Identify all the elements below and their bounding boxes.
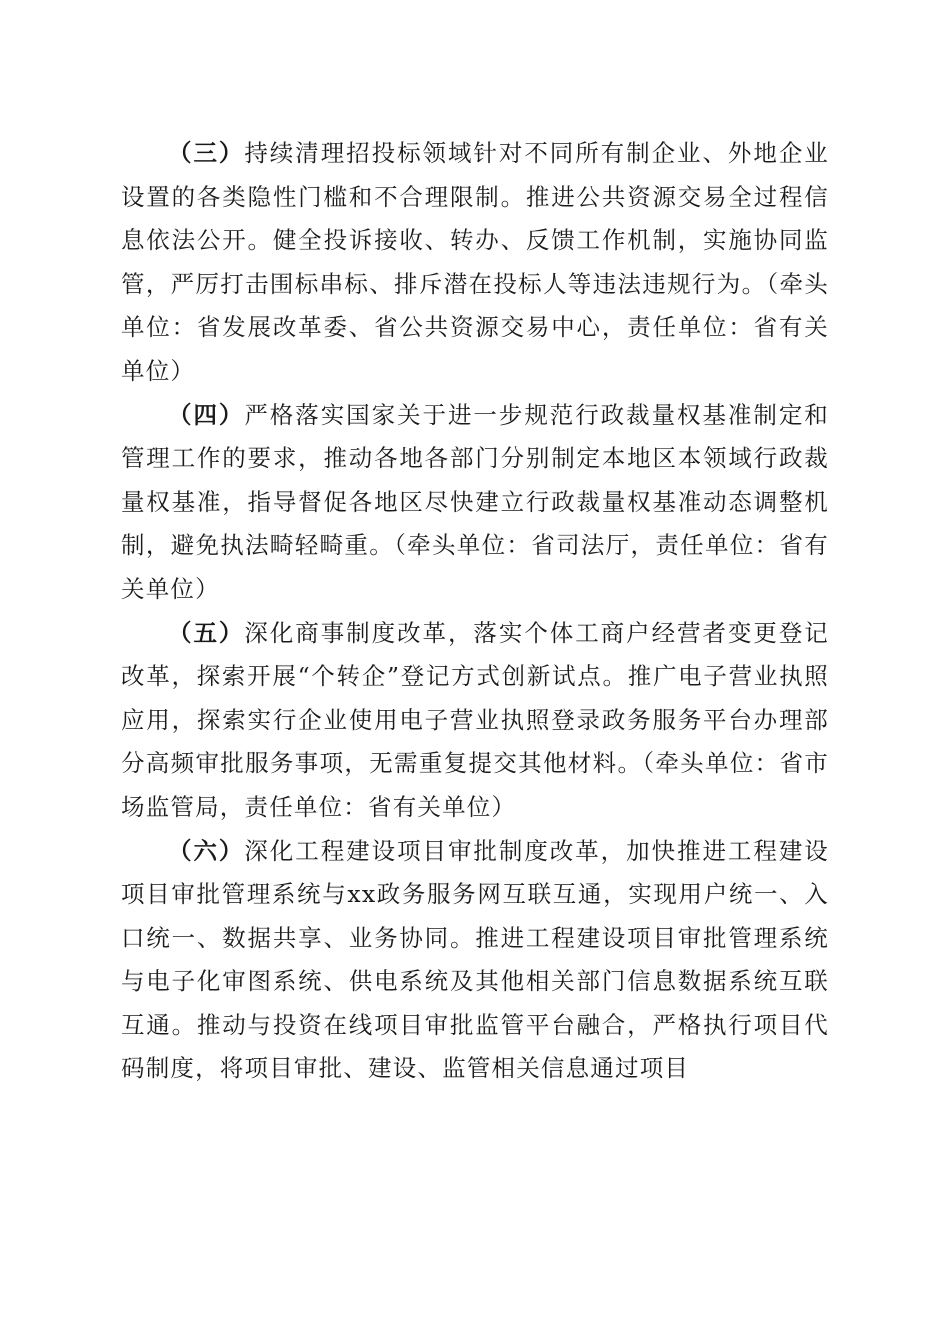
paragraph-5-heading: （五）	[168, 618, 245, 647]
paragraph-5-body: 深化商事制度改革，落实个体工商户经营者变更登记改革，探索开展“个转企”登记方式创新试点。推广电子营业执照应用，探索实行企业使用电子营业执照登录政务服务平台办理部分高频审批服务事项，无需重复提交其他材料。	[121, 618, 829, 778]
paragraph-3-heading: （三）	[168, 139, 245, 167]
paragraph-4	[121, 394, 829, 612]
paragraph-4-heading: （四）	[168, 400, 245, 429]
paragraph-4-body: 严格落实国家关于进一步规范行政裁量权基准制定和管理工作的要求，推动各地各部门分别制定本地区本领域行政裁量权基准，指导督促各地区尽快建立行政裁量权基准动态调整机制，避免执法畸轻畸重。	[121, 400, 829, 560]
paragraph-3-note: （牵头单位：省发展改革委、省公共资源交易中心，责任单位：省有关单位）	[121, 269, 830, 385]
paragraph-3-body: 持续清理招投标领域针对不同所有制企业、外地企业设置的各类隐性门槛和不合理限制。推进公共资源交易全过程信息依法公开。健全投诉接收、转办、反馈工作机制，实施协同监管，严厉打击围标串标、排斥潜在投标人等违法违规行为。	[121, 139, 829, 298]
paragraph-5	[121, 612, 829, 830]
paragraph-6-heading: （六）	[168, 836, 245, 865]
paragraph-3	[121, 132, 829, 394]
paragraph-6-body: 深化工程建设项目审批制度改革，加快推进工程建设项目审批管理系统与xx政务服务网互联互通，实现用户统一、入口统一、数据共享、业务协同。推进工程建设项目审批管理系统与电子化审图系统、供电系统及其他相关部门信息数据系统互联互通。推动与投资在线项目审批监管平台融合，严格执行项目代码制度，将项目审批、建设、监管相关信息通过项目	[121, 836, 829, 1083]
paragraph-6	[121, 830, 829, 1092]
paragraph-4-note: （牵头单位：省司法厅，责任单位：省有关单位）	[121, 531, 829, 603]
paragraph-5-note: （牵头单位：省市场监管局，责任单位：省有关单位）	[121, 749, 829, 821]
document-page	[121, 132, 829, 1091]
